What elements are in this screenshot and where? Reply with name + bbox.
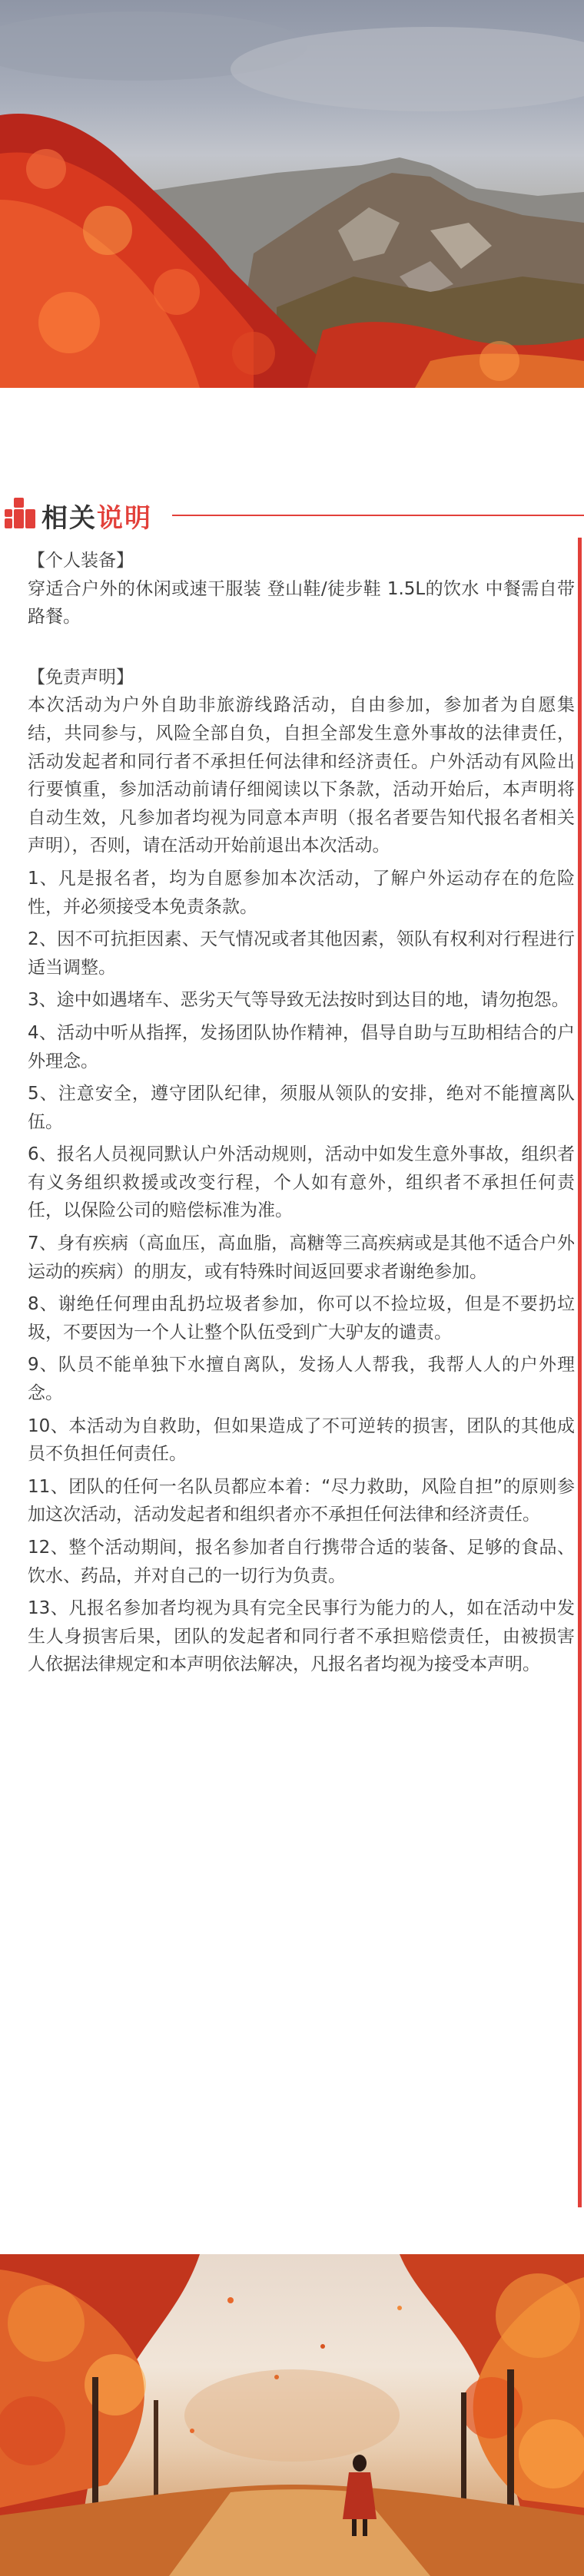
section-title	[41, 497, 152, 535]
disclaimer-label: 【免责声明】	[28, 667, 134, 687]
disclaimer-intro: 本次活动为户外自助非旅游线路活动，自由参加，参加者为自愿集结，共同参与，风险全部自负，自担全部发生意外事故的法律责任，活动发起者和同行者不承担任何法律和经济责任。户外活动有风险出行要慎重，参加活动前请仔细阅读以下条款，活动开始后，本声明将自动生效，凡参加者均视为同意本声明（报名者要告知代报名者相关声明），否则，请在活动开始前退出本次活动。	[28, 695, 575, 856]
disclaimer-item: 11、团队的任何一名队员都应本着：“尽力救助，风险自担”的原则参加这次活动，活动发起者和组织者亦不承担任何法律和经济责任。	[28, 1476, 575, 1525]
disclaimer-item: 12、整个活动期间，报名参加者自行携带合适的装备、足够的食品、饮水、药品，并对自己的一切行为负责。	[28, 1538, 575, 1586]
disclaimer-item: 5、注意安全，遵守团队纪律，须服从领队的安排，绝对不能擅离队伍。	[28, 1084, 575, 1132]
content-side-rule	[578, 538, 582, 2207]
disclaimer-item: 3、途中如遇堵车、恶劣天气等导致无法按时到达目的地，请勿抱怨。	[28, 990, 569, 1011]
equipment-text: 穿适合户外的休闲或速干服装 登山鞋/徒步鞋 1.5L的饮水 中餐需自带路餐。	[28, 578, 575, 627]
decorative-squares-icon	[5, 498, 35, 531]
section-title-main: 相关	[41, 503, 97, 534]
section-divider	[172, 515, 584, 516]
disclaimer-item: 1、凡是报名者，均为自愿参加本次活动，了解户外运动存在的危险性，并必须接受本免责条款。	[28, 868, 575, 917]
disclaimer-item: 9、队员不能单独下水擅自离队，发扬人人帮我，我帮人人的户外理念。	[28, 1355, 575, 1404]
mountain-autumn-illustration	[0, 0, 584, 388]
footer-autumn-photo	[0, 2254, 584, 2576]
disclaimer-item: 4、活动中听从指挥，发扬团队协作精神，倡导自助与互助相结合的户外理念。	[28, 1022, 575, 1071]
disclaimer-item: 13、凡报名参加者均视为具有完全民事行为能力的人，如在活动中发生人身损害后果，团队的发起者和同行者不承担赔偿责任，由被损害人依据法律规定和本声明依法解决，凡报名者均视为接受本声明。	[28, 1598, 575, 1675]
disclaimer-item: 2、因不可抗拒因素、天气情况或者其他因素，领队有权利对行程进行适当调整。	[28, 929, 575, 978]
disclaimer-item: 6、报名人员视同默认户外活动规则，活动中如发生意外事故，组织者有义务组织救援或改变行程，个人如有意外，组织者不承担任何责任，以保险公司的赔偿标准为准。	[28, 1144, 575, 1221]
disclaimer-item: 10、本活动为自救助，但如果造成了不可逆转的损害，团队的其他成员不负担任何责任。	[28, 1415, 575, 1465]
section-header	[0, 493, 584, 539]
section-title-accent: 说明	[97, 503, 152, 534]
disclaimer-item: 8、谢绝任何理由乱扔垃圾者参加，你可以不捡垃圾，但是不要扔垃圾，不要因为一个人让整个队伍受到广大驴友的谴责。	[28, 1294, 575, 1343]
header-landscape-photo	[0, 0, 584, 388]
equipment-label: 【个人装备】	[28, 551, 134, 571]
disclaimer-item: 7、身有疾病（高血压，高血脂，高糖等三高疾病或是其他不适合户外运动的疾病）的朋友，或有特殊时间返回要求者谢绝参加。	[28, 1233, 575, 1282]
autumn-path-illustration	[0, 2254, 584, 2576]
notice-content	[28, 547, 575, 1684]
